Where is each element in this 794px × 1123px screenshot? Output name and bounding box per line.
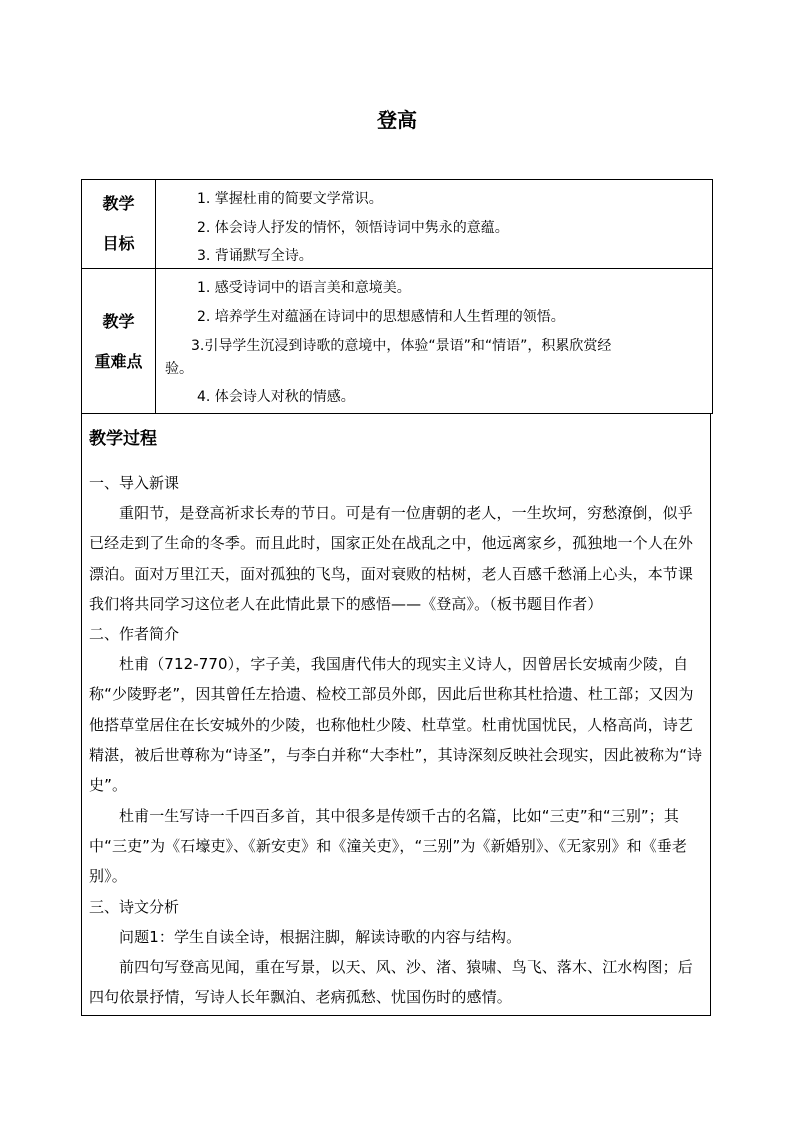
analysis-question: 问题1：学生自读全诗，根据注脚，解读诗歌的内容与结构。 (119, 927, 522, 946)
key-point-item: 4. 体会诗人对秋的情感。 (197, 389, 355, 405)
process-heading: 教学过程 (89, 429, 157, 449)
key-points-row (82, 269, 712, 414)
key-points-label (82, 269, 156, 414)
teaching-goals-row (82, 180, 712, 269)
analysis-paragraph: 前四句写登高见闻，重在写景，以天、风、沙、渚、猿啸、鸟飞、落木、江水构图；后四句依景抒情，写诗人长年飘泊、老病孤愁、忧国伤时的感情。 (89, 957, 693, 1007)
goals-label-line2: 目标 (102, 234, 135, 253)
objectives-table (81, 179, 713, 414)
key-point-item: 2. 培养学生对蕴涵在诗词中的思想感情和人生哲理的领悟。 (197, 309, 565, 325)
author-paragraph-1: 杜甫（712-770），字子美，我国唐代伟大的现实主义诗人，因曾居长安城南少陵，自称“少陵野老”，因其曾任左拾遗、检校工部员外郎，因此后世称其杜拾遗、杜工部；又因为他搭草堂居住在长安城外的少陵，也称他杜少陵、杜草堂。杜甫忧国忧民，人格高尚，诗艺精湛，被后世尊称为“诗圣”，与李白并称“大李杜”，其诗深刻反映社会现实，因此被称为“诗史”。 (89, 655, 703, 795)
goal-item: 3. 背诵默写全诗。 (197, 248, 313, 264)
key-point-item: 1. 感受诗词中的语言美和意境美。 (197, 280, 411, 296)
goal-item: 1. 掌握杜甫的简要文学常识。 (197, 191, 383, 207)
teaching-goals-label (82, 180, 156, 268)
section-heading-author: 二、作者简介 (89, 625, 180, 644)
page-title: 登高 (377, 108, 417, 132)
teaching-process-box (81, 414, 711, 1016)
key-points-label-line2: 重难点 (94, 351, 143, 371)
key-points-content (157, 269, 712, 414)
author-paragraph-2: 杜甫一生写诗一千四百多首，其中很多是传颂千古的名篇，比如“三吏”和“三别”；其中“三吏”为《石壕吏》、《新安吏》和《潼关吏》，“三别”为《新婚别》、《无家别》和《垂老别》。 (89, 806, 687, 886)
key-points-label-line1: 教学 (102, 311, 135, 331)
section-heading-analysis: 三、诗文分析 (89, 897, 180, 916)
section-heading-intro: 一、导入新课 (89, 474, 180, 492)
key-point-item-continued: 验。 (165, 361, 193, 377)
goal-item: 2. 体会诗人抒发的情怀，领悟诗词中隽永的意蕴。 (197, 220, 509, 236)
intro-paragraph: 重阳节，是登高祈求长寿的节日。可是有一位唐朝的老人，一生坎坷，穷愁潦倒，似乎已经走到了生命的冬季。而且此时，国家正处在战乱之中，他远离家乡，孤独地一个人在外漂泊。面对万里江天，面对孤独的飞鸟，面对衰败的枯树，老人百感千愁涌上心头，本节课我们将共同学习这位老人在此情此景下的感悟——《登高》。（板书题目作者） (89, 504, 694, 613)
key-point-item: 3.引导学生沉浸到诗歌的意境中，体验“景语”和“情语”，积累欣赏经 (191, 338, 612, 354)
teaching-process-content (89, 424, 705, 1012)
teaching-goals-content (157, 180, 712, 268)
goals-label-line1: 教学 (102, 194, 135, 213)
